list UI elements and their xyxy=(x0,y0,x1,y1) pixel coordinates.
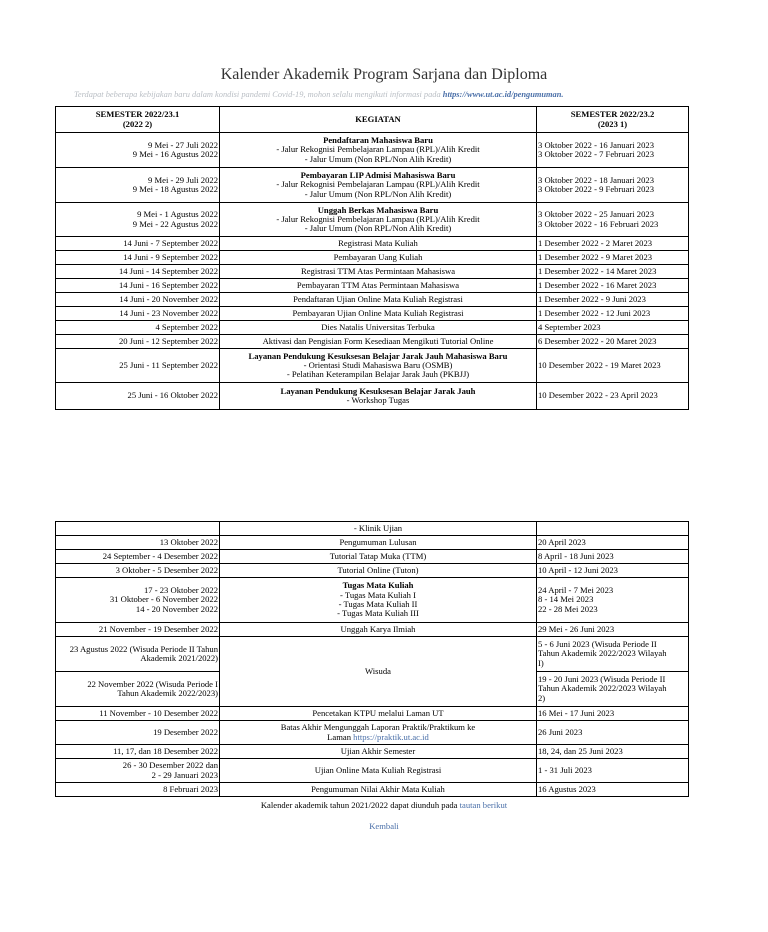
cell-line: 4 September 2023 xyxy=(538,321,601,332)
cell-line: 31 Oktober - 6 November 2022 xyxy=(109,594,218,605)
semester-2-date xyxy=(537,237,689,251)
cell-line: 14 Juni - 16 September 2022 xyxy=(118,279,218,290)
activity-cell xyxy=(220,203,537,237)
table-row xyxy=(56,522,689,536)
cell-line: 23 Agustus 2022 (Wisuda Periode II Tahun xyxy=(69,643,218,654)
table-row xyxy=(56,637,689,672)
cell-line: 24 April - 7 Mei 2023 xyxy=(538,585,614,596)
table-row xyxy=(56,745,689,759)
semester-2-date xyxy=(537,759,689,783)
cell-line: - Tugas Mata Kuliah II xyxy=(338,599,418,609)
table-row xyxy=(56,133,689,168)
semester-2-date xyxy=(537,321,689,335)
cell-line: (2023 1) xyxy=(597,118,628,129)
semester-2-date xyxy=(537,203,689,237)
back-link[interactable]: Kembali xyxy=(369,821,399,831)
cell-line: 25 Juni - 16 Oktober 2022 xyxy=(127,390,218,401)
cell-line: 14 - 20 November 2022 xyxy=(135,603,218,614)
activity-cell xyxy=(220,745,537,759)
semester-2-date xyxy=(537,783,689,797)
activity-cell xyxy=(220,335,537,349)
activity-cell xyxy=(220,251,537,265)
semester-1-date xyxy=(56,536,220,550)
cell-line: 3 Oktober 2022 - 18 Januari 2023 xyxy=(538,174,654,185)
table-row xyxy=(56,335,689,349)
cell-line: - Jalur Rekognisi Pembelajaran Lampau (RPL)/Alih Kredit xyxy=(276,144,480,155)
activity-cell xyxy=(220,721,537,745)
cell-line: 17 - 23 Oktober 2022 xyxy=(144,585,218,596)
semester-1-date xyxy=(56,307,220,321)
semester-2-date xyxy=(537,383,689,410)
cell-line: Tutorial Online (Tuton) xyxy=(337,564,419,575)
activity-cell xyxy=(220,707,537,721)
table-row xyxy=(56,251,689,265)
cell-line: 11, 17, dan 18 Desember 2022 xyxy=(113,745,218,756)
semester-1-date xyxy=(56,550,220,564)
table-row xyxy=(56,383,689,410)
cell-line: Akademik 2021/2022) xyxy=(140,653,218,663)
cell-line: Ujian Online Mata Kuliah Registrasi xyxy=(314,764,442,775)
cell-line: 14 Juni - 9 September 2022 xyxy=(123,251,218,262)
semester-2-date xyxy=(537,133,689,168)
cell-line: 19 Desember 2022 xyxy=(153,726,218,737)
table-row xyxy=(56,203,689,237)
activity-title: Layanan Pendukung Kesuksesan Belajar Jarak Jauh xyxy=(280,385,476,396)
cell-line: 21 November - 19 Desember 2022 xyxy=(98,623,218,634)
activity-cell xyxy=(220,783,537,797)
cell-line: 1 Desember 2022 - 16 Maret 2023 xyxy=(538,279,657,290)
semester-1-date xyxy=(56,293,220,307)
table-row xyxy=(56,707,689,721)
cell-line: Tahun Akademik 2022/2023 Wilayah xyxy=(538,683,667,694)
semester-1-date xyxy=(56,251,220,265)
activity-cell xyxy=(220,265,537,279)
cell-line: 2 - 29 Januari 2023 xyxy=(151,769,218,780)
cell-line: 5 - 6 Juni 2023 (Wisuda Periode II xyxy=(538,639,657,650)
activity-title: Tugas Mata Kuliah xyxy=(342,580,414,591)
semester-1-date xyxy=(56,745,220,759)
activity-cell xyxy=(220,623,537,637)
table-row xyxy=(56,578,689,623)
table-row xyxy=(56,550,689,564)
semester-2-date xyxy=(537,307,689,321)
semester-2-date xyxy=(537,335,689,349)
semester-2-date xyxy=(537,564,689,578)
cell-line: Dies Natalis Universitas Terbuka xyxy=(321,321,435,332)
semester-1-date xyxy=(56,637,220,672)
cell-line: 1 - 31 Juli 2023 xyxy=(538,764,592,775)
cell-line: Tahun Akademik 2022/2023) xyxy=(117,688,218,698)
cell-line: Tahun Akademik 2022/2023 Wilayah xyxy=(538,648,667,659)
cell-line: - Jalur Rekognisi Pembelajaran Lampau (RPL)/Alih Kredit xyxy=(276,213,480,224)
cell-line: 20 April 2023 xyxy=(538,536,586,547)
header-semester-2 xyxy=(537,107,689,133)
cell-line: 26 - 30 Desember 2022 dan xyxy=(122,760,218,771)
cell-line: 3 Oktober 2022 - 9 Februari 2023 xyxy=(538,184,654,194)
semester-1-date xyxy=(56,578,220,623)
cell-line: 25 Juni - 11 September 2022 xyxy=(119,359,218,370)
cell-line: Aktivasi dan Pengisian Form Kesediaan Mengikuti Tutorial Online xyxy=(262,335,494,346)
semester-1-date xyxy=(56,279,220,293)
cell-line: 9 Mei - 22 Agustus 2022 xyxy=(132,218,218,229)
table-row xyxy=(56,623,689,637)
cell-line: Pencetakan KTPU melalui Laman UT xyxy=(312,707,444,718)
cell-line: 18, 24, dan 25 Juni 2023 xyxy=(538,745,623,756)
activity-title: Pembayaran LIP Admisi Mahasiswa Baru xyxy=(300,170,456,181)
table-row xyxy=(56,293,689,307)
semester-1-date xyxy=(56,759,220,783)
activity-cell xyxy=(220,133,537,168)
header-semester-1 xyxy=(56,107,220,133)
semester-1-date xyxy=(56,707,220,721)
activity-cell xyxy=(220,637,537,707)
semester-2-date xyxy=(537,536,689,550)
cell-line: 20 Juni - 12 September 2022 xyxy=(118,335,218,346)
announcement-link[interactable]: https://www.ut.ac.id/pengumuman. xyxy=(442,90,564,99)
cell-line: 9 Mei - 29 Juli 2022 xyxy=(148,174,218,185)
cell-line: - Workshop Tugas xyxy=(346,395,410,405)
cell-line: 8 - 14 Mei 2023 xyxy=(538,594,594,605)
cell-line: 22 - 28 Mei 2023 xyxy=(538,603,598,614)
semester-2-date xyxy=(537,672,689,707)
cell-line: 16 Mei - 17 Juni 2023 xyxy=(538,707,615,718)
cell-line: 11 November - 10 Desember 2022 xyxy=(99,707,218,718)
cell-line: SEMESTER 2022/23.1 xyxy=(95,109,180,120)
cell-line: 3 Oktober 2022 - 16 Februari 2023 xyxy=(538,218,659,229)
cell-line: I) xyxy=(538,657,544,668)
cell-line: - Jalur Rekognisi Pembelajaran Lampau (RPL)/Alih Kredit xyxy=(276,179,480,190)
cell-line: 4 September 2022 xyxy=(155,321,218,332)
semester-1-date xyxy=(56,783,220,797)
table-row xyxy=(56,721,689,745)
activity-cell xyxy=(220,237,537,251)
activity-title: Layanan Pendukung Kesuksesan Belajar Jarak Jauh Mahasiswa Baru xyxy=(248,350,508,361)
activity-title: Pendaftaran Mahasiswa Baru xyxy=(323,135,433,146)
activity-cell xyxy=(220,383,537,410)
download-link[interactable]: tautan berikut xyxy=(459,800,508,810)
download-note-text: Kalender akademik tahun 2021/2022 dapat diunduh pada xyxy=(260,800,458,810)
semester-2-date xyxy=(537,578,689,623)
cell-line: 8 April - 18 Juni 2023 xyxy=(538,550,614,561)
activity-cell xyxy=(220,578,537,623)
semester-1-date xyxy=(56,237,220,251)
cell-line: 9 Mei - 1 Agustus 2022 xyxy=(137,209,218,220)
semester-1-date xyxy=(56,721,220,745)
cell-line: 1 Desember 2022 - 12 Juni 2023 xyxy=(538,307,651,318)
cell-line: 14 Juni - 20 November 2022 xyxy=(119,293,218,304)
cell-line: - Jalur Umum (Non RPL/Non Alih Kredit) xyxy=(304,153,452,164)
semester-2-date xyxy=(537,745,689,759)
academic-calendar-table-2 xyxy=(55,521,689,797)
activity-cell xyxy=(220,550,537,564)
header-kegiatan xyxy=(220,107,537,133)
semester-2-date xyxy=(537,637,689,672)
activity-cell xyxy=(220,321,537,335)
table-row xyxy=(56,307,689,321)
table-row xyxy=(56,321,689,335)
notice-text: Terdapat beberapa kebijakan baru dalam kondisi pandemi Covid-19, mohon selalu mengikuti informasi pada xyxy=(74,90,441,99)
activity-cell xyxy=(220,293,537,307)
cell-line: 3 Oktober 2022 - 7 Februari 2023 xyxy=(538,149,654,159)
download-note xyxy=(0,800,768,810)
activity-title: Unggah Berkas Mahasiswa Baru xyxy=(317,204,439,215)
activity-cell xyxy=(220,564,537,578)
semester-1-date xyxy=(56,672,220,707)
cell-line: Batas Akhir Mengunggah Laporan Praktik/Praktikum ke xyxy=(280,722,476,733)
cell-line: Pengumuman Lulusan xyxy=(339,536,417,547)
cell-line: - Tugas Mata Kuliah I xyxy=(340,589,416,600)
semester-1-date xyxy=(56,564,220,578)
table-row xyxy=(56,349,689,383)
cell-line: Pengumuman Nilai Akhir Mata Kuliah xyxy=(311,783,445,794)
covid-notice xyxy=(74,90,714,99)
cell-line: 14 Juni - 23 November 2022 xyxy=(119,307,218,318)
semester-1-date xyxy=(56,522,220,536)
cell-line: (2022 2) xyxy=(122,118,153,129)
semester-1-date xyxy=(56,623,220,637)
semester-1-date xyxy=(56,335,220,349)
semester-1-date xyxy=(56,203,220,237)
activity-cell xyxy=(220,349,537,383)
cell-line: 13 Oktober 2022 xyxy=(159,536,218,547)
cell-line: 9 Mei - 27 Juli 2022 xyxy=(148,139,218,150)
cell-line: 8 Februari 2023 xyxy=(163,783,218,794)
activity-cell xyxy=(220,536,537,550)
cell-line: - Klinik Ujian xyxy=(353,522,403,533)
table-row xyxy=(56,564,689,578)
activity-cell xyxy=(220,279,537,293)
semester-2-date xyxy=(537,522,689,536)
semester-1-date xyxy=(56,383,220,410)
cell-line: 14 Juni - 7 September 2022 xyxy=(123,237,218,248)
semester-2-date xyxy=(537,349,689,383)
table-row xyxy=(56,536,689,550)
semester-2-date xyxy=(537,707,689,721)
cell-line: 9 Mei - 18 Agustus 2022 xyxy=(132,184,218,194)
back-link-wrap xyxy=(0,821,768,831)
table-row xyxy=(56,759,689,783)
cell-line: Pembayaran TTM Atas Permintaan Mahasiswa xyxy=(296,279,460,290)
cell-line: 3 Oktober 2022 - 16 Januari 2023 xyxy=(538,139,654,150)
cell-line: - Jalur Umum (Non RPL/Non Alih Kredit) xyxy=(304,223,452,234)
cell-line: 10 Desember 2022 - 23 April 2023 xyxy=(538,390,658,401)
cell-line: 22 November 2022 (Wisuda Periode I xyxy=(87,678,218,689)
cell-line: 19 - 20 Juni 2023 (Wisuda Periode II xyxy=(538,674,666,685)
semester-2-date xyxy=(537,623,689,637)
semester-2-date xyxy=(537,168,689,203)
table-row xyxy=(56,279,689,293)
semester-1-date xyxy=(56,133,220,168)
cell-line: 2) xyxy=(538,692,546,703)
semester-1-date xyxy=(56,349,220,383)
cell-line: Pendaftaran Ujian Online Mata Kuliah Registrasi xyxy=(293,293,463,304)
cell-line: 26 Juni 2023 xyxy=(538,726,583,737)
link-prefix: Laman xyxy=(327,731,352,742)
cell-line: Registrasi TTM Atas Permintaan Mahasiswa xyxy=(300,265,456,276)
cell-line: - Pelatihan Keterampilan Belajar Jarak Jauh (PKBJJ) xyxy=(286,369,470,380)
semester-1-date xyxy=(56,321,220,335)
semester-2-date xyxy=(537,293,689,307)
academic-calendar-table-1 xyxy=(55,106,689,410)
cell-line: - Orientasi Studi Mahasiswa Baru (OSMB) xyxy=(303,359,453,370)
cell-line: 3 Oktober - 5 Desember 2022 xyxy=(115,564,218,575)
table-row xyxy=(56,168,689,203)
semester-2-date xyxy=(537,550,689,564)
cell-line: 1 Desember 2022 - 9 Maret 2023 xyxy=(538,251,653,262)
cell-line: - Jalur Umum (Non RPL/Non Alih Kredit) xyxy=(304,188,452,199)
cell-line: SEMESTER 2022/23.2 xyxy=(570,109,655,120)
cell-line: - Tugas Mata Kuliah III xyxy=(337,608,419,619)
cell-line: Pembayaran Uang Kuliah xyxy=(333,251,423,262)
semester-1-date xyxy=(56,265,220,279)
cell-line: 29 Mei - 26 Juni 2023 xyxy=(538,623,615,634)
cell-line: Registrasi Mata Kuliah xyxy=(338,237,418,248)
semester-2-date xyxy=(537,251,689,265)
cell-line: 1 Desember 2022 - 9 Juni 2023 xyxy=(538,293,646,304)
activity-cell xyxy=(220,522,537,536)
cell-line: Unggah Karya Ilmiah xyxy=(340,623,416,634)
table-row xyxy=(56,265,689,279)
cell-line: KEGIATAN xyxy=(355,113,401,124)
activity-cell xyxy=(220,759,537,783)
activity-cell xyxy=(220,307,537,321)
semester-2-date xyxy=(537,721,689,745)
page-title: Kalender Akademik Program Sarjana dan Diploma xyxy=(220,66,548,83)
cell-line: Pembayaran Ujian Online Mata Kuliah Registrasi xyxy=(292,307,464,318)
cell-line: 16 Agustus 2023 xyxy=(538,783,596,794)
praktik-link[interactable]: https://praktik.ut.ac.id xyxy=(353,731,429,742)
wisuda-label: Wisuda xyxy=(365,665,391,676)
cell-line: 1 Desember 2022 - 14 Maret 2023 xyxy=(538,265,657,276)
cell-line: Tutorial Tatap Muka (TTM) xyxy=(329,550,427,561)
semester-2-date xyxy=(537,279,689,293)
semester-1-date xyxy=(56,168,220,203)
cell-line: Ujian Akhir Semester xyxy=(340,745,416,756)
cell-line: 9 Mei - 16 Agustus 2022 xyxy=(132,149,218,159)
table-header xyxy=(56,107,689,133)
semester-2-date xyxy=(537,265,689,279)
cell-line: 6 Desember 2022 - 20 Maret 2023 xyxy=(538,335,657,346)
cell-line: 10 April - 12 Juni 2023 xyxy=(538,564,618,575)
cell-line: 1 Desember 2022 - 2 Maret 2023 xyxy=(538,237,653,248)
cell-line: 14 Juni - 14 September 2022 xyxy=(118,265,218,276)
table-row xyxy=(56,237,689,251)
cell-line: 3 Oktober 2022 - 25 Januari 2023 xyxy=(538,209,654,220)
cell-line: 24 September - 4 Desember 2022 xyxy=(102,550,218,561)
cell-line: 10 Desember 2022 - 19 Maret 2023 xyxy=(538,359,661,370)
table-row xyxy=(56,783,689,797)
activity-cell xyxy=(220,168,537,203)
